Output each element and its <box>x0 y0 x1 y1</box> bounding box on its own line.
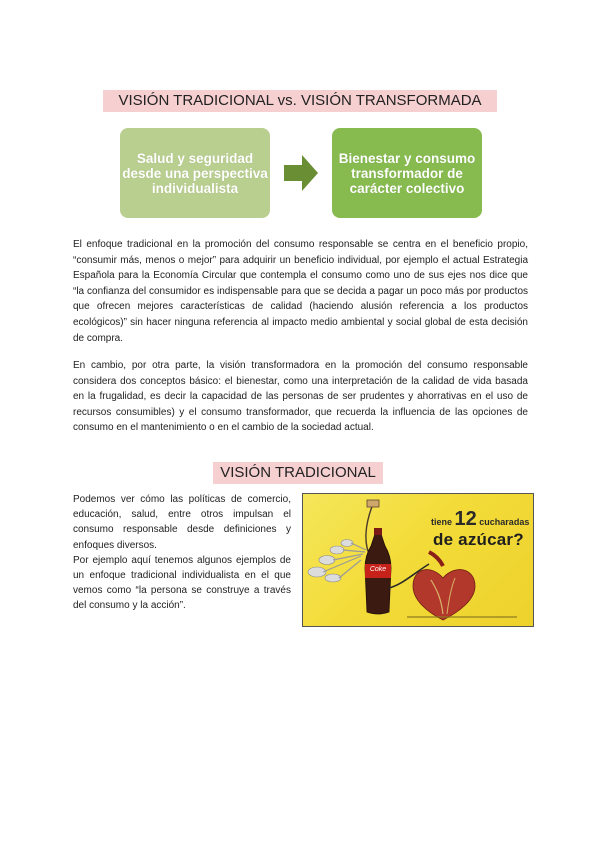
arrow-right-icon <box>284 155 318 191</box>
ad-number: 12 <box>454 508 477 530</box>
box-transformed <box>332 128 482 218</box>
ad-headline-top: tiene 12 cucharadas <box>431 508 530 530</box>
box-transformed-text: Bienestar y consumo transformador de carácter colectivo <box>338 150 476 196</box>
paragraph-traditional-approach: El enfoque tradicional en la promoción del consumo responsable se centra en el beneficio propio, “consumir más, menos o mejor” para adquirir un beneficio individual, por ejemplo el actual Estrategia Española para la Economía Circular que contempla el consumo como uno de sus ejes nos dice que “la confianza del consumidor es indispensable para que se decida a pagar un poco más por productos que ofrecen mejores características de calidad (haciendo alusión referencia a los productos ecológicos)” sin hacer ninguna referencia al impacto medio ambiental y social global de esta decisión de compra. <box>73 239 528 344</box>
box-traditional-text: Salud y seguridad desde una perspectiva individualista <box>122 150 268 196</box>
section-text: Podemos ver cómo las políticas de comercio, educación, salud, entre otros impulsan el consumo responsable desde definiciones y enfoques diversos. Por ejemplo aquí tenemos algunos ejemplos de un enfoque tradicional individualista en el que vemos como “la persona se construye a través del consumo y la acción”. <box>73 494 291 612</box>
section-title: VISIÓN TRADICIONAL <box>213 462 383 484</box>
advertisement-image <box>302 493 534 627</box>
paragraph-transformed-approach: En cambio, por otra parte, la visión transformadora en la promoción del consumo responsable considera dos conceptos básico: el bienestar, como una interpretación de la calidad de vida basada en la frugalidad, es decir la capacidad de las personas de ser prudentes y ahorrativas en el uso de recursos consumibles) y el consumo transformador, que recuerda la influencia de las opciones de consumo en el mantenimiento o en el cambio de la sociedad actual. <box>73 360 528 434</box>
bottle-label: Coke <box>369 566 387 573</box>
ad-headline-main: de azúcar? <box>433 530 524 549</box>
box-traditional <box>120 128 270 218</box>
main-title: VISIÓN TRADICIONAL vs. VISIÓN TRANSFORMADA <box>103 90 497 112</box>
